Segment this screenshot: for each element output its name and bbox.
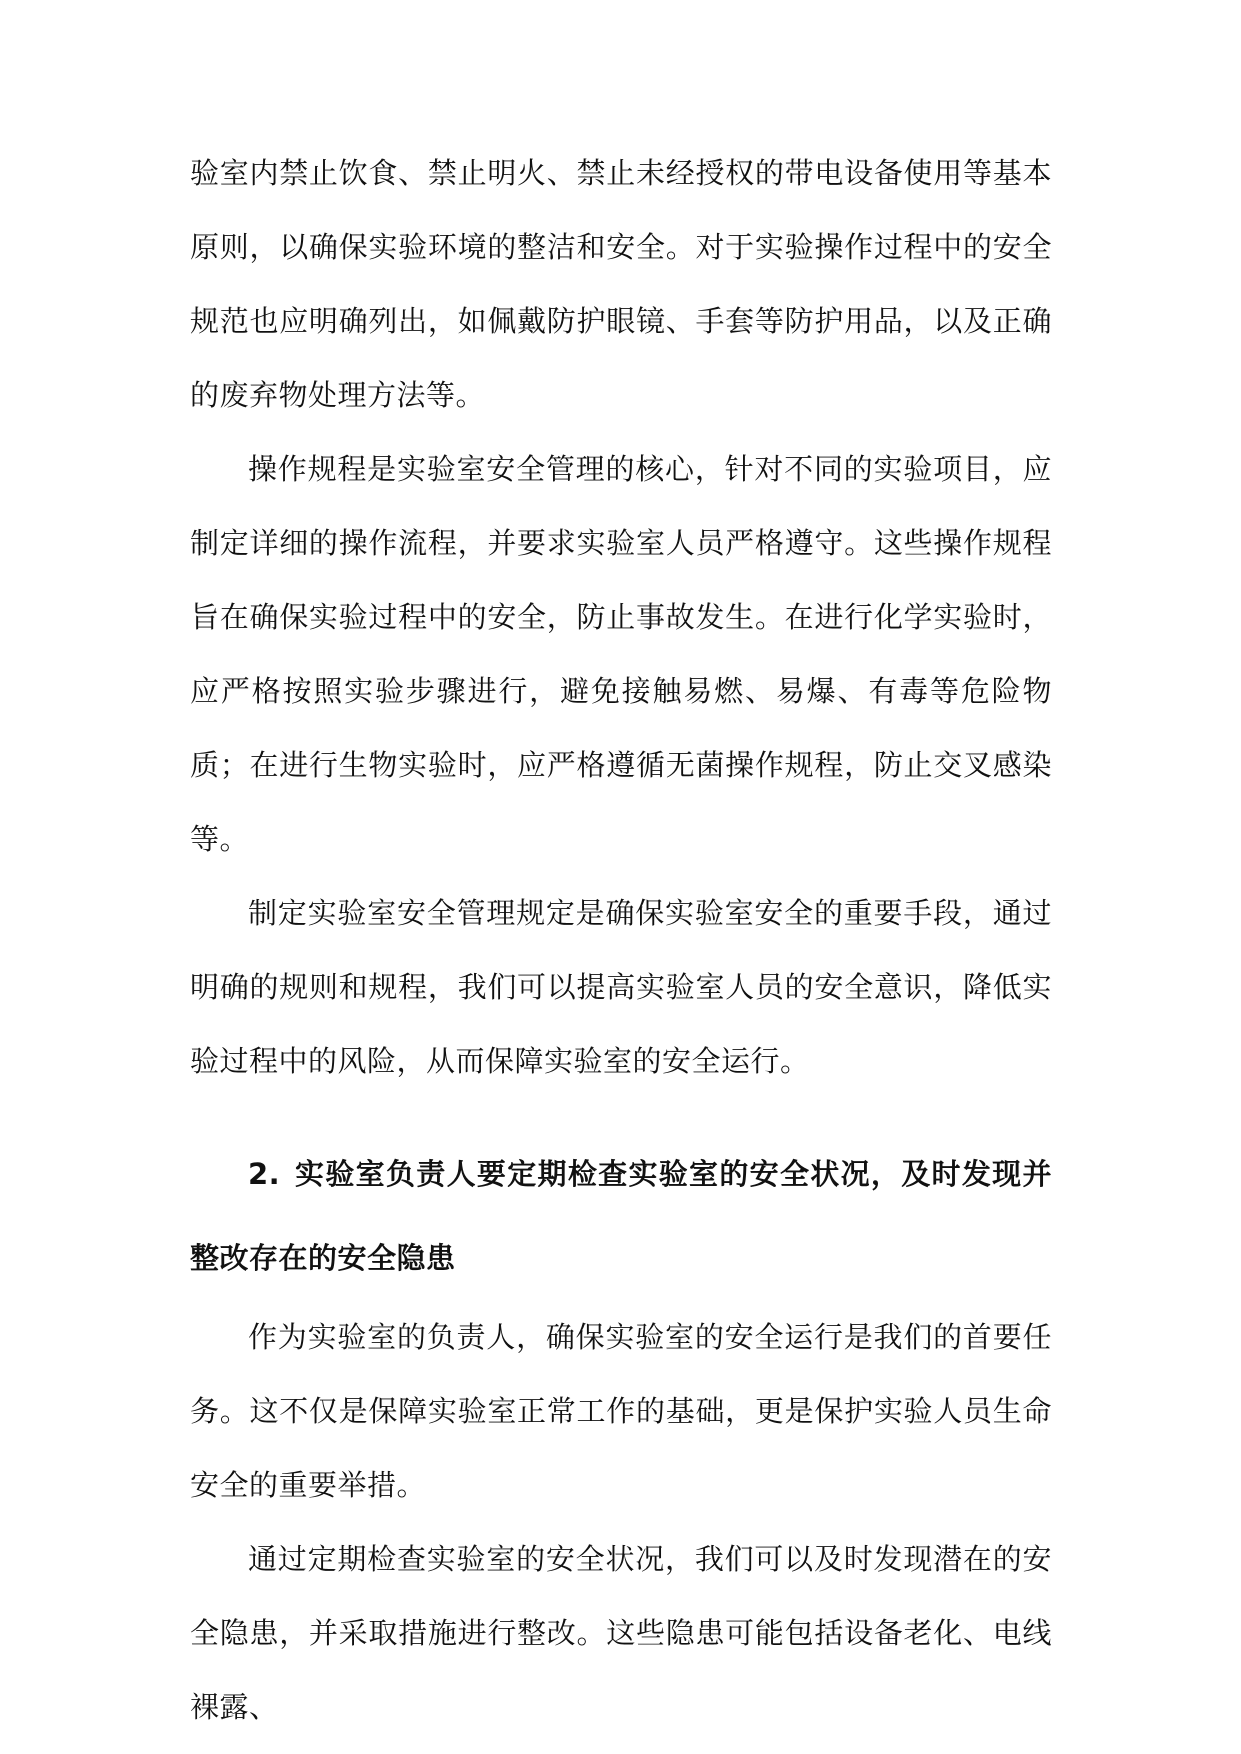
paragraph-regular-inspection: 通过定期检查实验室的安全状况，我们可以及时发现潜在的安全隐患，并采取措施进行整改。这些隐患可能包括设备老化、电线裸露、	[190, 1542, 1052, 1724]
section-heading-text: 实验室负责人要定期检查实验室的安全状况，及时发现并整改存在的安全隐患	[190, 1157, 1052, 1275]
paragraph-continuation: 验室内禁止饮食、禁止明火、禁止未经授权的带电设备使用等基本原则，以确保实验环境的整洁和安全。对于实验操作过程中的安全规范也应明确列出，如佩戴防护眼镜、手套等防护用品，以及正确的废弃物处理方法等。	[190, 156, 1052, 412]
paragraph-safety-regulations-summary: 制定实验室安全管理规定是确保实验室安全的重要手段，通过明确的规则和规程，我们可以提高实验室人员的安全意识，降低实验过程中的风险，从而保障实验室的安全运行。	[190, 896, 1052, 1078]
section-heading	[190, 1132, 1052, 1300]
paragraph-operating-procedures: 操作规程是实验室安全管理的核心，针对不同的实验项目，应制定详细的操作流程，并要求实验室人员严格遵守。这些操作规程旨在确保实验过程中的安全，防止事故发生。在进行化学实验时，应严格按照实验步骤进行，避免接触易燃、易爆、有毒等危险物质；在进行生物实验时，应严格遵循无菌操作规程，防止交叉感染等。	[190, 452, 1052, 856]
paragraph-lab-supervisor-duty: 作为实验室的负责人，确保实验室的安全运行是我们的首要任务。这不仅是保障实验室正常工作的基础，更是保护实验人员生命安全的重要举措。	[190, 1320, 1052, 1502]
section-heading-number: 2.	[248, 1157, 281, 1191]
document-body	[190, 136, 1052, 1744]
